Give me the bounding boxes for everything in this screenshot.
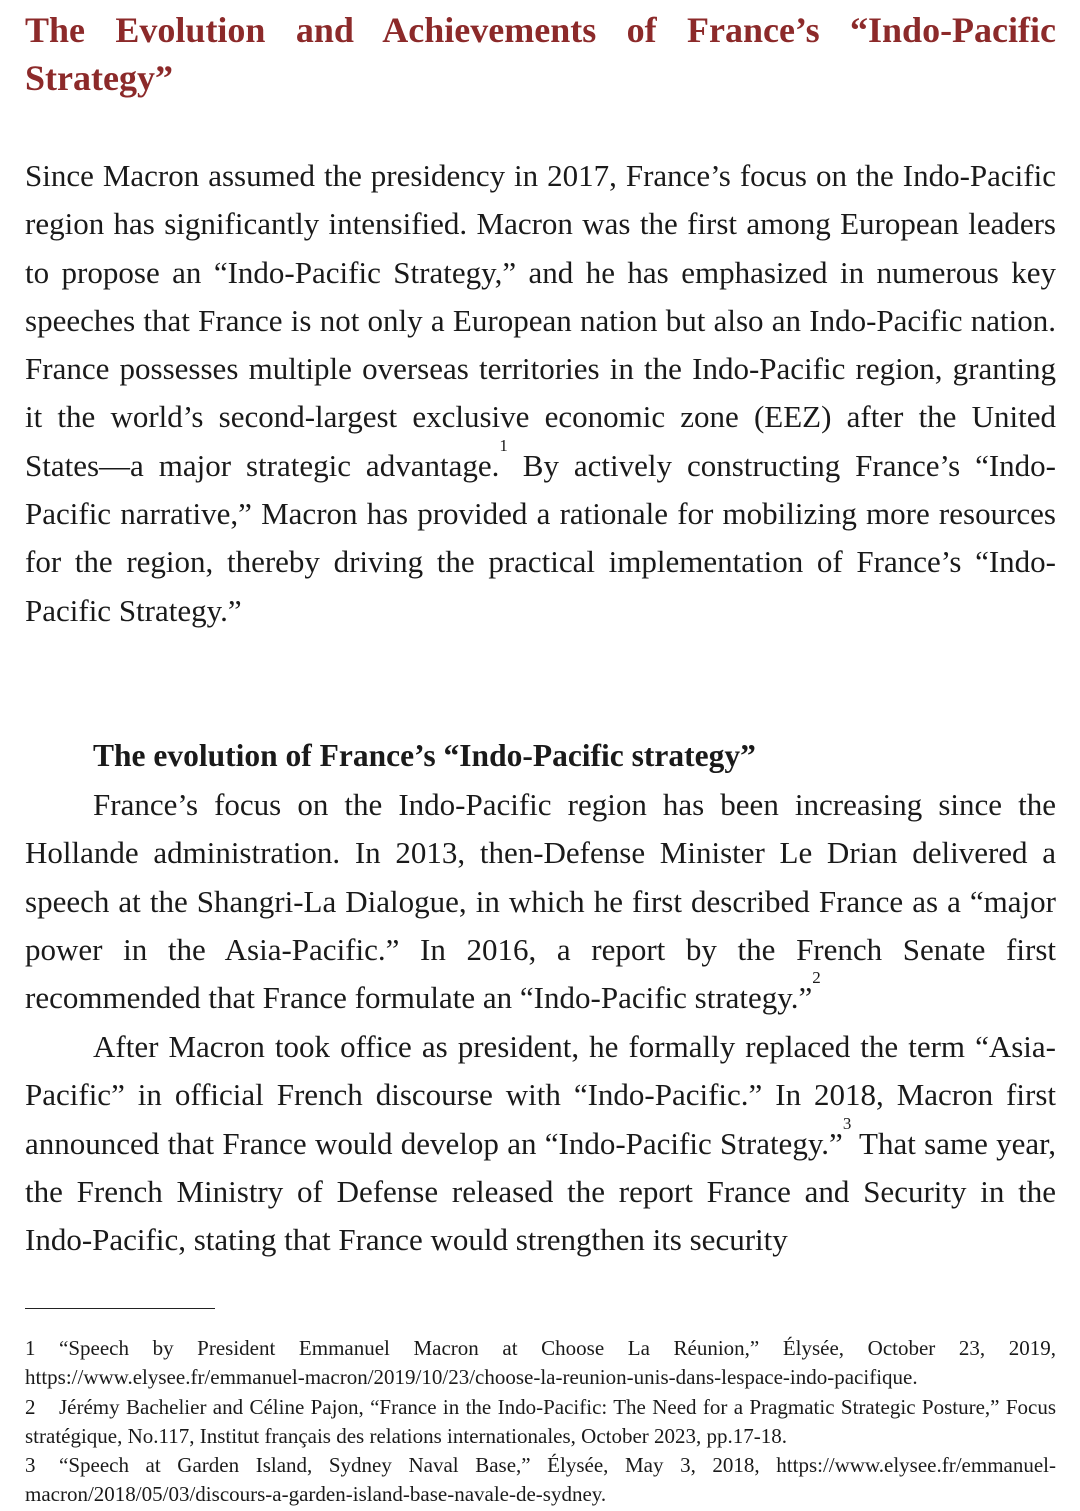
section-paragraph-1-text: France’s focus on the Indo-Pacific region has been increasing since the Hollande administration. In 2013, then-Defense Minister Le Drian delivered a speech at the Shangri-La Dialogue, in which he first described France as a “major power in the Asia-Pacific.” In 2016, a report by the French Senate first recommended that France formulate an “Indo-Pacific strategy.” (25, 787, 1056, 1016)
section-paragraph-2 (25, 1023, 1056, 1264)
intro-paragraph (25, 152, 1056, 635)
footnote-text: “Speech at Garden Island, Sydney Naval Base,” Élysée, May 3, 2018, https://www.elysee.fr/emmanuel-macron/2018/05/03/discours-a-garden-island-base-navale-de-sydney. (25, 1453, 1056, 1507)
footnote-ref-2[interactable]: 2 (812, 968, 821, 988)
footnote-ref-1[interactable]: 1 (499, 435, 508, 455)
intro-text-continued: By actively constructing France’s “Indo-Pacific narrative,” Macron has provided a rationale for mobilizing more resources for the region, thereby driving the practical implementation of France’s “Indo-Pacific Strategy.” (25, 447, 1056, 628)
footnote-ref-3[interactable]: 3 (842, 1113, 852, 1133)
footnote-number: 1 (25, 1336, 36, 1360)
footnote-3 (25, 1451, 1056, 1510)
section-paragraph-1 (25, 781, 1056, 1022)
intro-text: Since Macron assumed the presidency in 2017, France’s focus on the Indo-Pacific region has significantly intensified. Macron was the first among European leaders to propose an “Indo-Pacific Strategy,” and he has emphasized in numerous key speeches that France is not only a European nation but also an Indo-Pacific nation. France possesses multiple overseas territories in the Indo-Pacific region, granting it the world’s second-largest exclusive economic zone (EEZ) after the United States—a major strategic advantage. (25, 158, 1056, 483)
section-paragraph-2-text-continued: That same year, the French Ministry of Defense released the report France and Security in the Indo-Pacific, stating that France would strengthen its security (25, 1125, 1056, 1258)
section-heading: The evolution of France’s “Indo-Pacific strategy” (93, 738, 756, 773)
page-title: The Evolution and Achievements of France’s “Indo-Pacific Strategy” (25, 10, 1056, 98)
footnote-divider (25, 1308, 215, 1309)
footnotes (25, 1334, 1056, 1510)
footnote-number: 3 (25, 1453, 36, 1478)
footnote-1 (25, 1334, 1056, 1393)
footnote-number: 2 (25, 1394, 36, 1419)
footnote-2 (25, 1393, 1056, 1452)
footnote-text: “Speech by President Emmanuel Macron at Choose La Réunion,” Élysée, October 23, 2019, https://www.elysee.fr/emmanuel-macron/2019/10/23/choose-la-reunion-unis-dans-lespace-indo-pacifique. (25, 1336, 1056, 1390)
section-paragraph-2-text: After Macron took office as president, he formally replaced the term “Asia-Pacific” in official French discourse with “Indo-Pacific.” In 2018, Macron first announced that France would develop an “Indo-Pacific Strategy.” (25, 1029, 1056, 1161)
footnote-text: Jérémy Bachelier and Céline Pajon, “France in the Indo-Pacific: The Need for a Pragmatic Strategic Posture,” Focus stratégique, No.117, Institut français des relations internationales, October 2023, pp.17-18. (25, 1394, 1056, 1448)
